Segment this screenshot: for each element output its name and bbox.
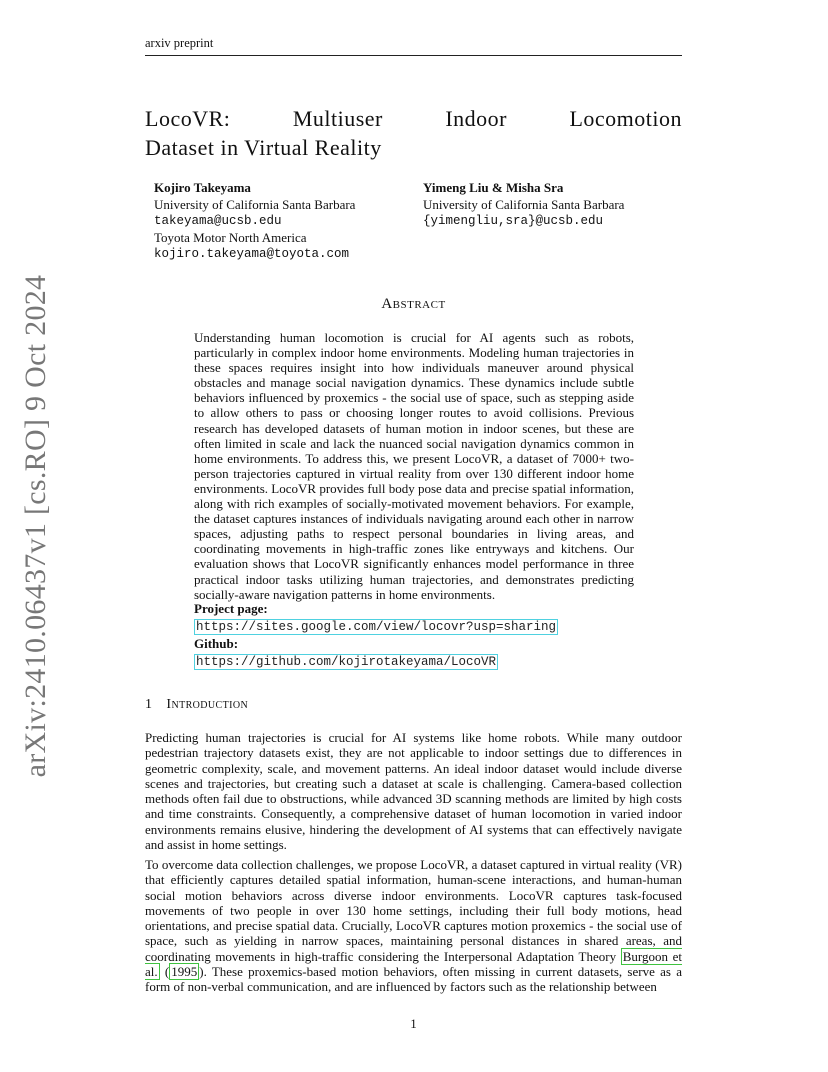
abstract-heading: Abstract (381, 296, 446, 312)
arxiv-identifier[interactable]: arXiv:2410.06437v1 [cs.RO] 9 Oct 2024 (19, 274, 52, 778)
author-block-left (154, 180, 404, 263)
section-heading-introduction (145, 697, 248, 713)
running-header: arxiv preprint (145, 36, 682, 56)
section-number: 1 (145, 697, 153, 712)
project-page-label: Project page: (194, 601, 268, 616)
citation-paren: ( (159, 964, 170, 980)
arxiv-side-stamp (0, 0, 60, 1072)
paper-title (145, 104, 682, 162)
page-number: 1 (410, 1016, 417, 1031)
paragraph-text: To overcome data collection challenges, we propose LocoVR, a dataset captured in virtual reality (VR) that efficiently captures detailed spatial information, human-scene interactions, and human-human social motion behaviors across diverse indoor environments. LocoVR captures task-focused movements of two people in over 130 home settings, including their full body motions, head orientations, and precise spatial data. Crucially, LocoVR captures motion proxemics - the social use of space, such as yielding in narrow spaces, maintaining personal distances in shared areas, and coordinating movements in high-traffic considering the Interpersonal Adaptation Theory (145, 857, 682, 964)
abstract-text: Understanding human locomotion is crucial for AI agents such as robots, particularly in complex indoor home environments. Modeling human trajectories in these spaces requires insight into how individuals maneuver around physical obstacles and manage social navigation dynamics. These dynamics include subtle behaviors influenced by proxemics - the social use of space, such as stepping aside to allow others to pass or choosing longer routes to avoid collisions. Previous research has developed datasets of human motion in indoor scenes, but these are often limited in scale and lack the nuanced social navigation dynamics common in home environments. To address this, we present LocoVR, a dataset of 7000+ two-person trajectories captured in virtual reality from over 130 different indoor home environments. LocoVR provides full body pose data and precise spatial information, along with rich examples of socially-motivated movement behaviors. For example, the dataset captures instances of individuals navigating around each other in narrow spaces, adjusting paths to respect personal boundaries in living areas, and coordinating movements in high-traffic zones like entryways and kitchens. Our evaluation shows that LocoVR significantly enhances model performance in three practical indoor tasks utilizing human trajectories, and demonstrates predicting socially-aware navigation patterns in home environments. (194, 330, 634, 602)
author-affiliation: University of California Santa Barbara (154, 196, 356, 212)
author-affiliation: University of California Santa Barbara (423, 196, 625, 212)
citation-link[interactable]: Burgoon et al. (145, 948, 682, 980)
author-email[interactable]: kojiro.takeyama@toyota.com (154, 247, 350, 261)
paragraph-text: ). These proxemics-based motion behaviors, often missing in current datasets, serve as a form of non-verbal communication, and are influenced by factors such as the relationship between (145, 964, 682, 995)
author-block-right (423, 180, 683, 230)
author-email[interactable]: takeyama@ucsb.edu (154, 214, 282, 228)
github-link[interactable]: https://github.com/kojirotakeyama/LocoVR (196, 655, 497, 669)
github-label: Github: (194, 636, 239, 651)
project-page-link[interactable]: https://sites.google.com/view/locovr?usp=sharing (196, 620, 557, 634)
intro-paragraph-2 (145, 857, 682, 995)
title-line-1: LocoVR: Multiuser Indoor Locomotion (145, 106, 682, 131)
citation-year-link[interactable]: 1995 (171, 964, 198, 980)
intro-paragraph-1: Predicting human trajectories is crucial for AI systems like home robots. While many outdoor pedestrian trajectory datasets exist, they are not applicable to indoor settings due to differences in geometric complexity, scale, and movement patterns. An ideal indoor dataset would include diverse scenes and trajectories, but creating such a dataset at scale is challenging. Camera-based collection methods often fail due to obstructions, while advanced 3D scanning methods are limited by high costs and time constraints. Consequently, a comprehensive dataset of human locomotion in varied indoor environments remains elusive, hindering the development of AI systems that can effectively navigate and assist in home settings. (145, 730, 682, 853)
author-name: Yimeng Liu & Misha Sra (423, 180, 564, 195)
section-title: Introduction (166, 697, 249, 712)
author-email[interactable]: {yimengliu,sra}@ucsb.edu (423, 214, 604, 228)
author-affiliation: Toyota Motor North America (154, 229, 307, 245)
author-name: Kojiro Takeyama (154, 180, 251, 195)
title-line-2: Dataset in Virtual Reality (145, 135, 382, 160)
